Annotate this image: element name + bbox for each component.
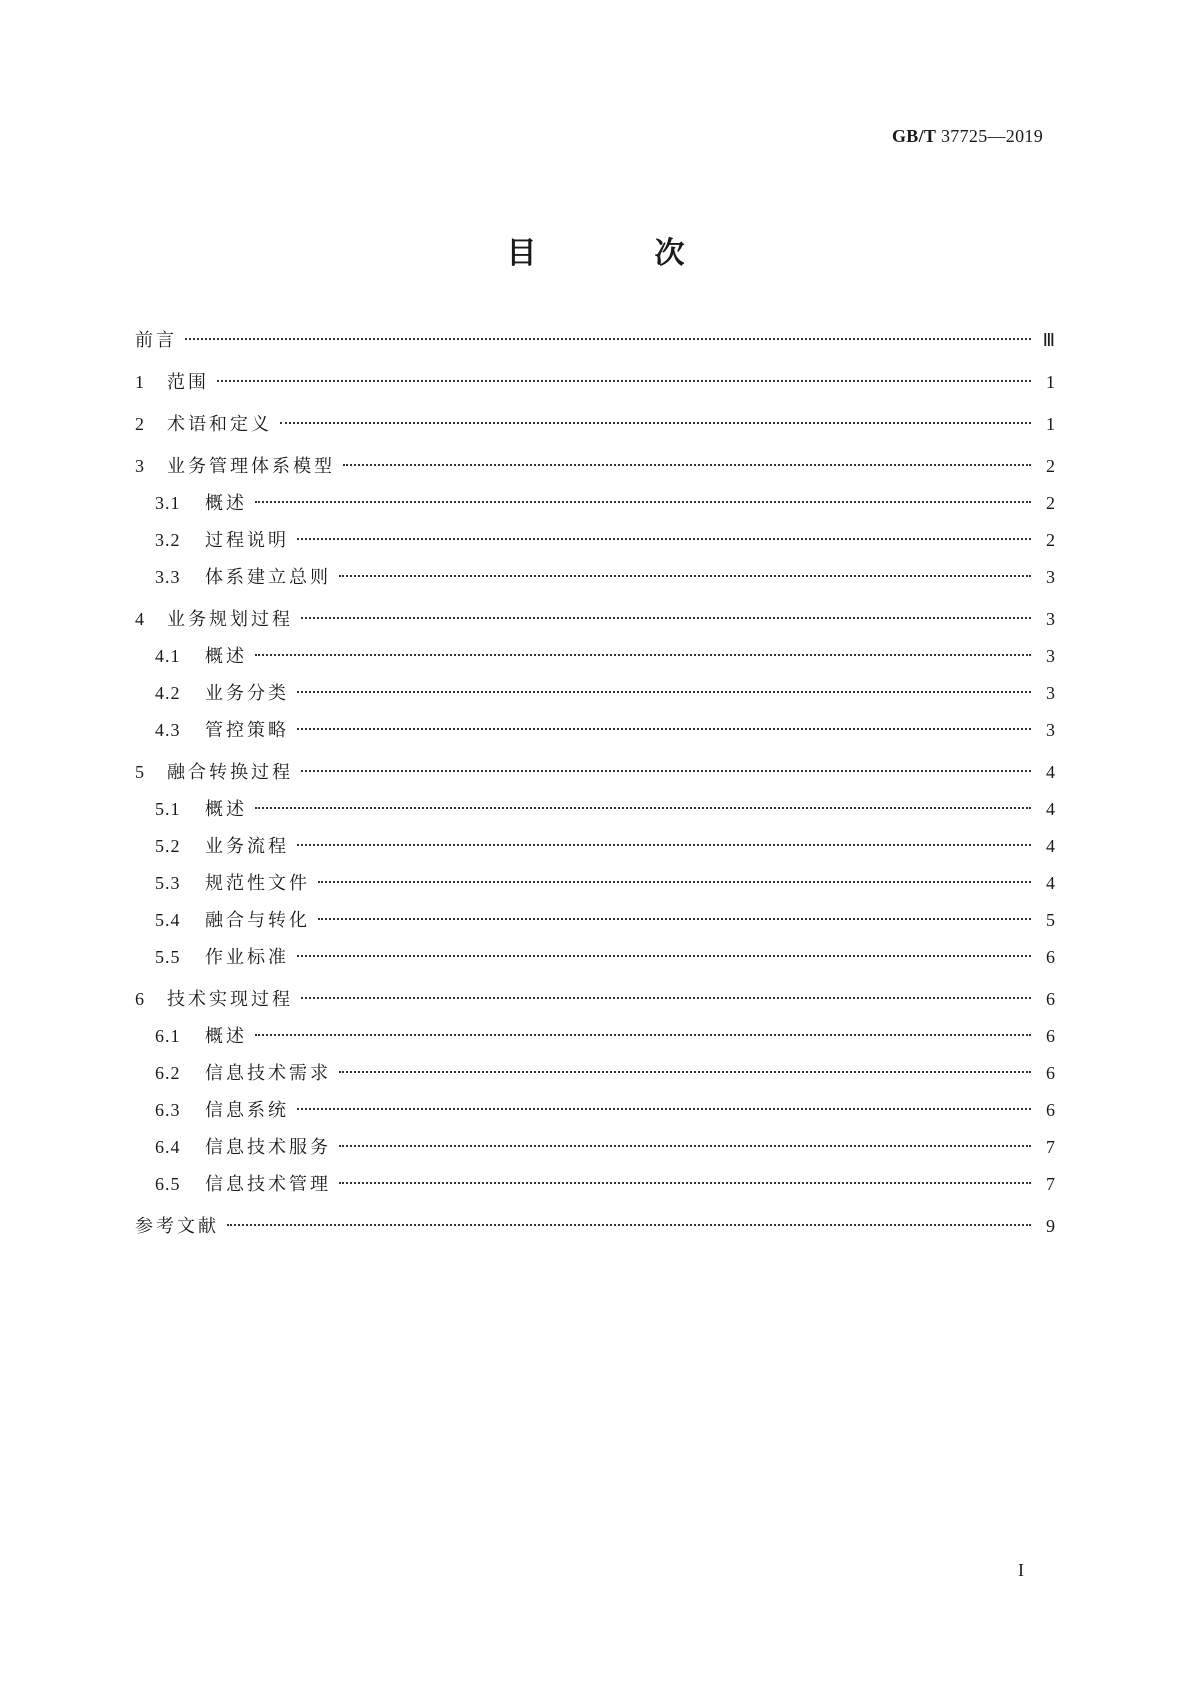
toc-entry[interactable]	[135, 1057, 1055, 1085]
toc-dot-leader	[343, 450, 1035, 472]
toc-entry-number: 6.5	[155, 1174, 181, 1194]
toc-entry-title: 融合转换过程	[167, 762, 293, 783]
toc-entry-title: 范围	[167, 372, 209, 393]
toc-entry-page: 2	[1046, 530, 1055, 550]
toc-entry-number: 5.3	[155, 873, 181, 893]
toc-dot-leader	[217, 366, 1035, 388]
toc-entry-title: 概述	[205, 799, 247, 820]
toc-entry-page: 4	[1046, 873, 1055, 893]
toc-dot-leader	[339, 1168, 1035, 1190]
toc-dot-leader	[227, 1210, 1035, 1232]
toc-entry-page: 3	[1046, 609, 1055, 629]
toc-entry[interactable]	[135, 1094, 1055, 1122]
toc-entry-number: 6	[135, 989, 145, 1009]
toc-entry-page: 5	[1046, 910, 1055, 930]
toc-dot-leader	[301, 603, 1035, 625]
toc-entry-page: 3	[1046, 683, 1055, 703]
toc-dot-leader	[255, 487, 1035, 509]
toc-entry-number: 5.2	[155, 836, 181, 856]
toc-dot-leader	[318, 867, 1035, 889]
toc-entry-number: 1	[135, 372, 145, 392]
toc-dot-leader	[255, 793, 1035, 815]
toc-entry-page: 4	[1046, 836, 1055, 856]
standard-code	[892, 126, 1043, 147]
toc-entry-number: 6.4	[155, 1137, 181, 1157]
toc-entry-number: 6.3	[155, 1100, 181, 1120]
standard-number: 37725—2019	[941, 126, 1043, 146]
toc-entry-number: 5.1	[155, 799, 181, 819]
toc-dot-leader	[185, 324, 1035, 346]
standard-prefix: GB/T	[891, 126, 937, 146]
toc-entry-number: 5.4	[155, 910, 181, 930]
toc-entry-number: 5	[135, 762, 145, 782]
toc-entry-page: Ⅲ	[1042, 330, 1055, 350]
toc-entry[interactable]	[135, 1020, 1055, 1048]
toc-entry[interactable]	[135, 830, 1055, 858]
toc-entry-page: 3	[1046, 646, 1055, 666]
toc-entry-number: 5.5	[155, 947, 181, 967]
toc-dot-leader	[301, 983, 1035, 1005]
toc-entry-title: 信息系统	[205, 1100, 289, 1121]
toc-entry[interactable]	[135, 366, 1055, 394]
toc-entry-number: 6.2	[155, 1063, 181, 1083]
toc-dot-leader	[339, 1057, 1035, 1079]
table-of-contents	[135, 324, 1055, 1238]
toc-entry-number: 3.3	[155, 567, 181, 587]
toc-entry-page: 3	[1046, 567, 1055, 587]
toc-entry-title: 前言	[135, 330, 177, 351]
page-number: I	[1018, 1560, 1024, 1580]
toc-dot-leader	[339, 1131, 1035, 1153]
toc-entry[interactable]	[135, 793, 1055, 821]
toc-entry[interactable]	[135, 677, 1055, 705]
toc-entry-page: 1	[1046, 372, 1055, 392]
toc-entry[interactable]	[135, 487, 1055, 515]
toc-entry[interactable]	[135, 561, 1055, 589]
toc-entry-title: 体系建立总则	[205, 567, 331, 588]
toc-entry[interactable]	[135, 904, 1055, 932]
toc-entry-title: 规范性文件	[205, 873, 310, 894]
toc-dot-leader	[318, 904, 1035, 926]
toc-dot-leader	[339, 561, 1035, 583]
toc-entry-title: 参考文献	[135, 1216, 219, 1237]
toc-entry[interactable]	[135, 756, 1055, 784]
toc-entry-number: 4.2	[155, 683, 181, 703]
toc-entry[interactable]	[135, 450, 1055, 478]
toc-entry-page: 6	[1046, 989, 1055, 1009]
toc-entry-page: 4	[1046, 762, 1055, 782]
toc-entry[interactable]	[135, 983, 1055, 1011]
toc-dot-leader	[255, 640, 1035, 662]
toc-entry-page: 6	[1046, 1100, 1055, 1120]
toc-entry-page: 7	[1046, 1174, 1055, 1194]
toc-entry[interactable]	[135, 1210, 1055, 1238]
toc-entry-title: 技术实现过程	[167, 989, 293, 1010]
toc-entry-title: 信息技术需求	[205, 1063, 331, 1084]
toc-entry-page: 2	[1046, 493, 1055, 513]
toc-entry-title: 概述	[205, 493, 247, 514]
toc-dot-leader	[280, 408, 1035, 430]
toc-entry-number: 3.1	[155, 493, 181, 513]
toc-entry-number: 2	[135, 414, 145, 434]
toc-entry-page: 2	[1046, 456, 1055, 476]
toc-dot-leader	[297, 1094, 1035, 1116]
toc-entry[interactable]	[135, 941, 1055, 969]
toc-entry-title: 作业标准	[205, 947, 289, 968]
toc-entry-title: 管控策略	[205, 720, 289, 741]
toc-entry-title: 概述	[205, 1026, 247, 1047]
toc-entry[interactable]	[135, 408, 1055, 436]
toc-entry-title: 术语和定义	[167, 414, 272, 435]
toc-entry[interactable]	[135, 524, 1055, 552]
toc-entry-number: 3	[135, 456, 145, 476]
toc-entry-title: 过程说明	[205, 530, 289, 551]
toc-entry-number: 4	[135, 609, 145, 629]
toc-entry-title: 业务分类	[205, 683, 289, 704]
toc-entry-title: 业务流程	[205, 836, 289, 857]
toc-entry[interactable]	[135, 603, 1055, 631]
toc-entry-number: 6.1	[155, 1026, 181, 1046]
toc-entry-page: 6	[1046, 1063, 1055, 1083]
toc-entry-title: 业务规划过程	[167, 609, 293, 630]
toc-dot-leader	[297, 941, 1035, 963]
toc-dot-leader	[255, 1020, 1035, 1042]
toc-entry-number: 3.2	[155, 530, 181, 550]
toc-dot-leader	[297, 677, 1035, 699]
toc-entry[interactable]	[135, 1168, 1055, 1196]
toc-dot-leader	[297, 830, 1035, 852]
toc-entry-page: 3	[1046, 720, 1055, 740]
toc-entry-page: 7	[1046, 1137, 1055, 1157]
toc-entry-page: 9	[1046, 1216, 1055, 1236]
toc-entry-page: 1	[1046, 414, 1055, 434]
toc-entry-title: 业务管理体系模型	[167, 456, 335, 477]
toc-entry-title: 概述	[205, 646, 247, 667]
toc-entry-page: 6	[1046, 947, 1055, 967]
toc-entry-number: 4.1	[155, 646, 181, 666]
toc-entry[interactable]	[135, 324, 1055, 352]
toc-entry-page: 6	[1046, 1026, 1055, 1046]
toc-entry-title: 融合与转化	[205, 910, 310, 931]
toc-entry[interactable]	[135, 1131, 1055, 1159]
toc-entry[interactable]	[135, 867, 1055, 895]
toc-entry-title: 信息技术管理	[205, 1174, 331, 1195]
toc-entry-page: 4	[1046, 799, 1055, 819]
toc-entry-number: 4.3	[155, 720, 181, 740]
toc-title: 目 次	[506, 236, 729, 271]
toc-dot-leader	[301, 756, 1035, 778]
toc-dot-leader	[297, 714, 1035, 736]
toc-entry-title: 信息技术服务	[205, 1137, 331, 1158]
toc-entry[interactable]	[135, 714, 1055, 742]
toc-entry[interactable]	[135, 640, 1055, 668]
toc-dot-leader	[297, 524, 1035, 546]
